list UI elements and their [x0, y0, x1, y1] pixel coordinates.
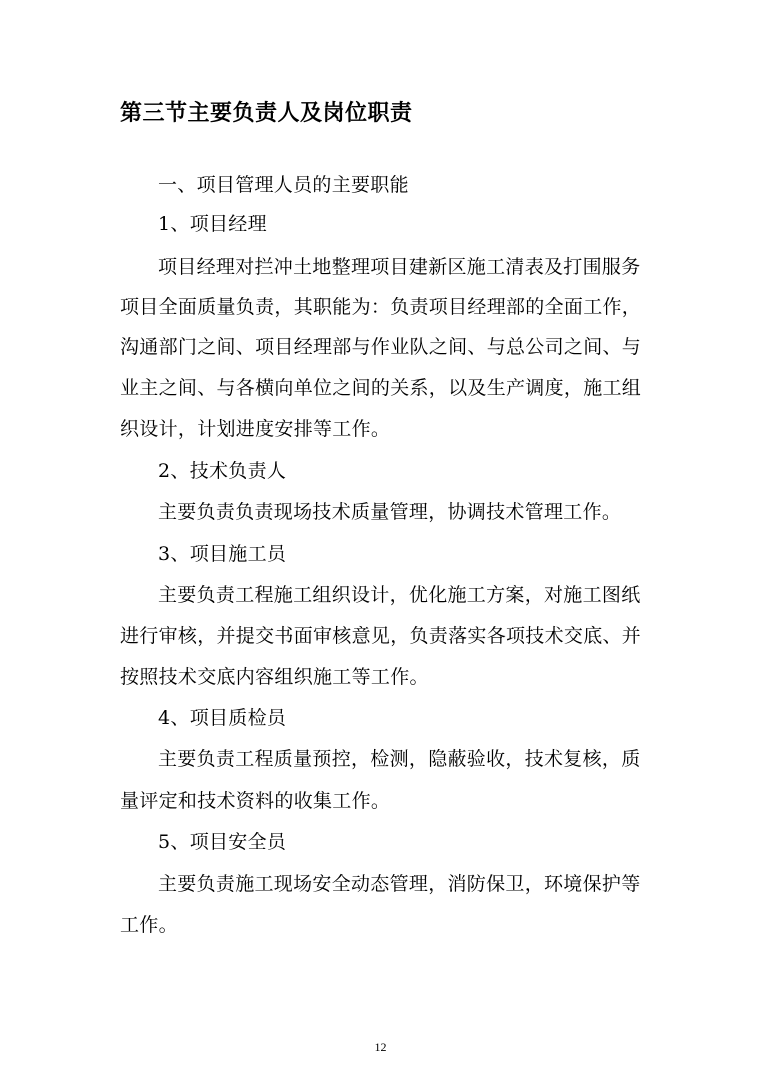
page-number: 12 [374, 1040, 387, 1054]
paragraph-line: 沟通部门之间、项目经理部与作业队之间、与总公司之间、与 [120, 336, 642, 358]
paragraph-line: 按照技术交底内容组织施工等工作。 [120, 666, 429, 688]
role-heading-construction-officer: 3、项目施工员 [158, 543, 287, 565]
paragraph-line: 主要负责负责现场技术质量管理，协调技术管理工作。 [158, 501, 622, 523]
paragraph-line: 主要负责工程施工组织设计，优化施工方案，对施工图纸 [158, 584, 641, 606]
heading-main-functions: 一、项目管理人员的主要职能 [158, 174, 409, 196]
paragraph-line: 项目全面质量负责，其职能为：负责项目经理部的全面工作， [120, 296, 642, 318]
paragraph-line: 业主之间、与各横向单位之间的关系，以及生产调度，施工组 [120, 377, 642, 399]
paragraph-line: 织设计，计划进度安排等工作。 [120, 418, 391, 440]
paragraph-line: 进行审核，并提交书面审核意见，负责落实各项技术交底、并 [120, 625, 642, 647]
role-heading-quality-inspector: 4、项目质检员 [158, 707, 287, 729]
paragraph-line: 工作。 [120, 914, 178, 936]
role-heading-technical-lead: 2、技术负责人 [158, 460, 287, 482]
role-heading-safety-officer: 5、项目安全员 [158, 831, 287, 853]
paragraph-line: 主要负责工程质量预控，检测，隐蔽验收，技术复核，质 [158, 748, 641, 770]
role-heading-project-manager: 1、项目经理 [158, 213, 267, 235]
section-title: 第三节主要负责人及岗位职责 [120, 100, 413, 126]
paragraph-line: 项目经理对拦冲土地整理项目建新区施工清表及打围服务 [158, 256, 641, 278]
paragraph-line: 主要负责施工现场安全动态管理，消防保卫，环境保护等 [158, 873, 641, 895]
paragraph-line: 量评定和技术资料的收集工作。 [120, 790, 391, 812]
